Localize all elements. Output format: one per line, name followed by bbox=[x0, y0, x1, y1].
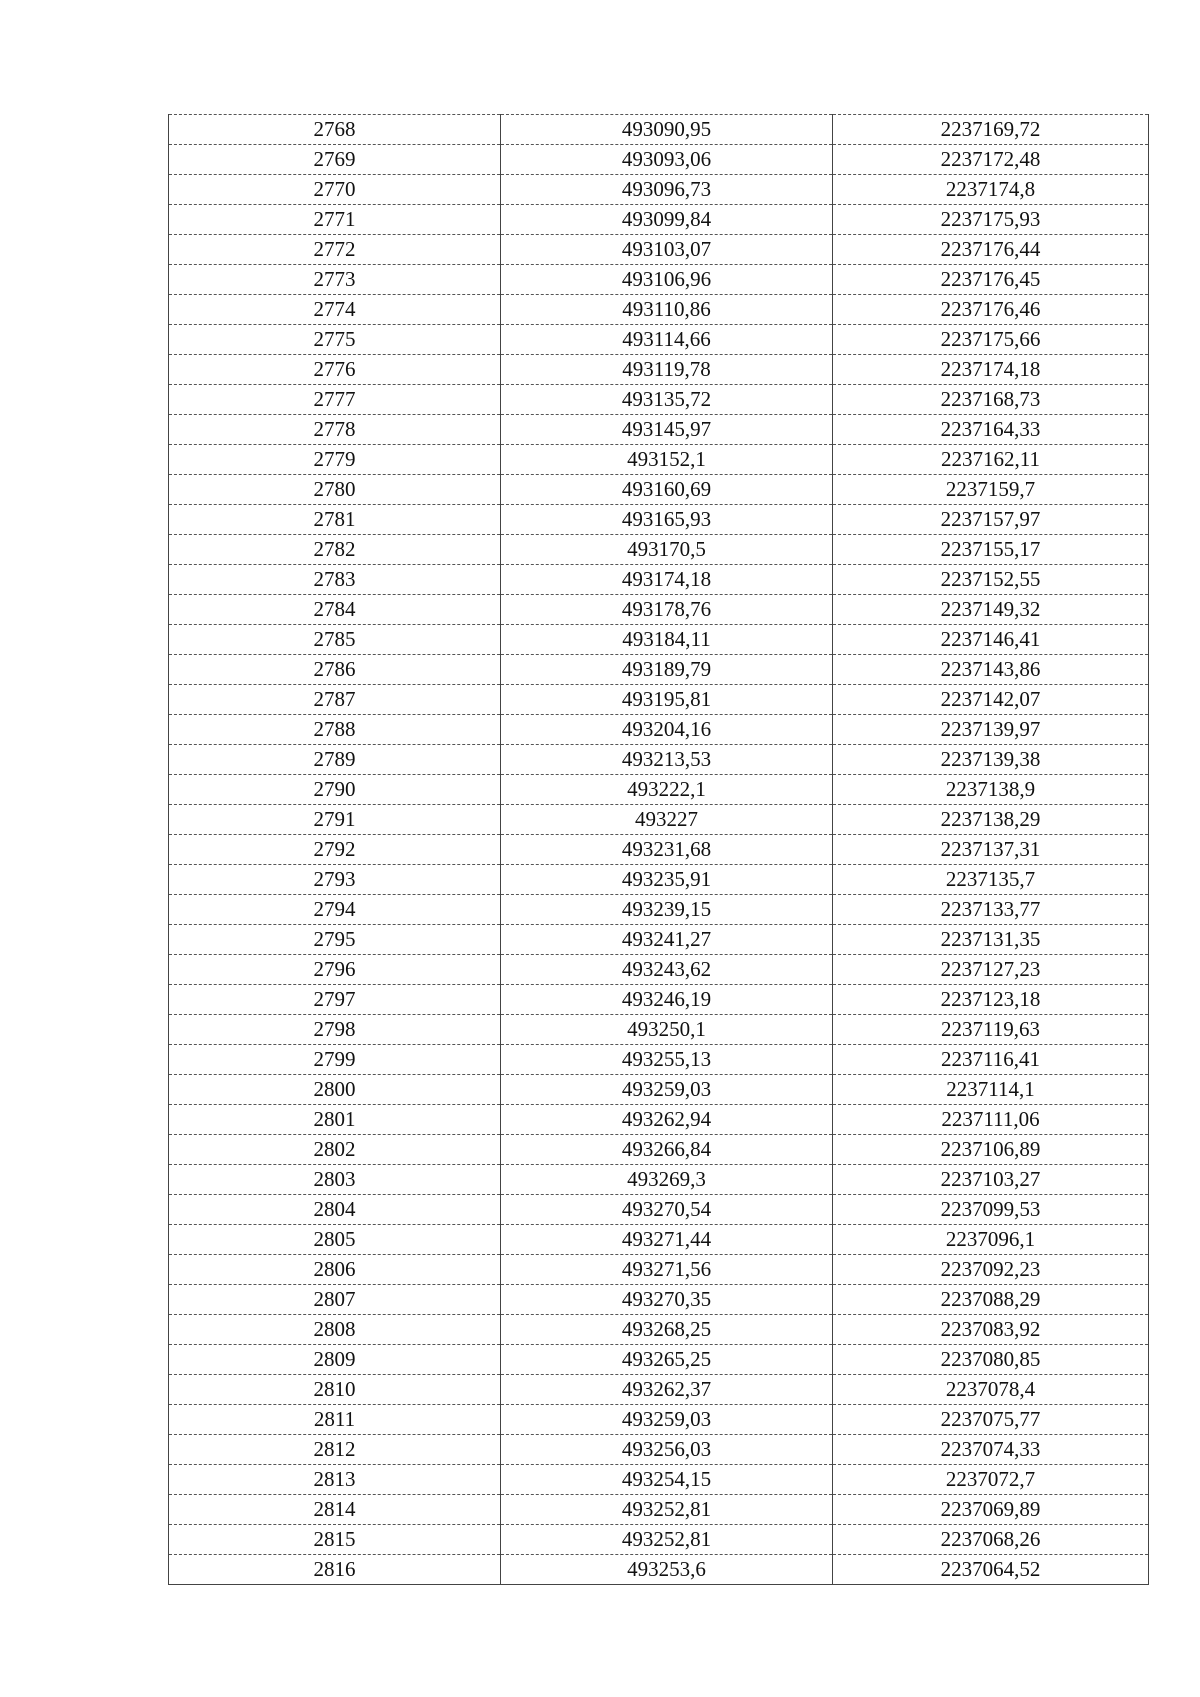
point-number-cell: 2777 bbox=[169, 385, 501, 415]
x-coordinate-cell: 493255,13 bbox=[501, 1045, 833, 1075]
x-coordinate-cell: 493204,16 bbox=[501, 715, 833, 745]
point-number-cell: 2782 bbox=[169, 535, 501, 565]
table-row bbox=[169, 115, 1149, 145]
table-row bbox=[169, 325, 1149, 355]
table-row bbox=[169, 625, 1149, 655]
table-row bbox=[169, 835, 1149, 865]
point-number-cell: 2811 bbox=[169, 1405, 501, 1435]
table-row bbox=[169, 1165, 1149, 1195]
x-coordinate-cell: 493253,6 bbox=[501, 1555, 833, 1585]
table-row bbox=[169, 415, 1149, 445]
x-coordinate-cell: 493271,56 bbox=[501, 1255, 833, 1285]
x-coordinate-cell: 493093,06 bbox=[501, 145, 833, 175]
table-row bbox=[169, 205, 1149, 235]
table-row bbox=[169, 235, 1149, 265]
x-coordinate-cell: 493271,44 bbox=[501, 1225, 833, 1255]
table-row bbox=[169, 1315, 1149, 1345]
x-coordinate-cell: 493270,35 bbox=[501, 1285, 833, 1315]
point-number-cell: 2799 bbox=[169, 1045, 501, 1075]
y-coordinate-cell: 2237131,35 bbox=[833, 925, 1149, 955]
point-number-cell: 2807 bbox=[169, 1285, 501, 1315]
x-coordinate-cell: 493103,07 bbox=[501, 235, 833, 265]
x-coordinate-cell: 493119,78 bbox=[501, 355, 833, 385]
table-row bbox=[169, 1075, 1149, 1105]
point-number-cell: 2771 bbox=[169, 205, 501, 235]
point-number-cell: 2779 bbox=[169, 445, 501, 475]
point-number-cell: 2780 bbox=[169, 475, 501, 505]
y-coordinate-cell: 2237114,1 bbox=[833, 1075, 1149, 1105]
y-coordinate-cell: 2237080,85 bbox=[833, 1345, 1149, 1375]
point-number-cell: 2774 bbox=[169, 295, 501, 325]
x-coordinate-cell: 493250,1 bbox=[501, 1015, 833, 1045]
x-coordinate-cell: 493252,81 bbox=[501, 1525, 833, 1555]
x-coordinate-cell: 493145,97 bbox=[501, 415, 833, 445]
y-coordinate-cell: 2237169,72 bbox=[833, 115, 1149, 145]
table-row bbox=[169, 1555, 1149, 1585]
point-number-cell: 2783 bbox=[169, 565, 501, 595]
y-coordinate-cell: 2237168,73 bbox=[833, 385, 1149, 415]
table-row bbox=[169, 445, 1149, 475]
y-coordinate-cell: 2237106,89 bbox=[833, 1135, 1149, 1165]
table-row bbox=[169, 715, 1149, 745]
x-coordinate-cell: 493246,19 bbox=[501, 985, 833, 1015]
table-row bbox=[169, 1345, 1149, 1375]
point-number-cell: 2803 bbox=[169, 1165, 501, 1195]
table-row bbox=[169, 895, 1149, 925]
point-number-cell: 2773 bbox=[169, 265, 501, 295]
y-coordinate-cell: 2237072,7 bbox=[833, 1465, 1149, 1495]
x-coordinate-cell: 493195,81 bbox=[501, 685, 833, 715]
table-row bbox=[169, 1015, 1149, 1045]
y-coordinate-cell: 2237064,52 bbox=[833, 1555, 1149, 1585]
table-row bbox=[169, 1045, 1149, 1075]
y-coordinate-cell: 2237088,29 bbox=[833, 1285, 1149, 1315]
table-row bbox=[169, 1525, 1149, 1555]
x-coordinate-cell: 493243,62 bbox=[501, 955, 833, 985]
x-coordinate-cell: 493096,73 bbox=[501, 175, 833, 205]
x-coordinate-cell: 493259,03 bbox=[501, 1075, 833, 1105]
table-row bbox=[169, 535, 1149, 565]
table-row bbox=[169, 1435, 1149, 1465]
y-coordinate-cell: 2237123,18 bbox=[833, 985, 1149, 1015]
x-coordinate-cell: 493239,15 bbox=[501, 895, 833, 925]
point-number-cell: 2805 bbox=[169, 1225, 501, 1255]
y-coordinate-cell: 2237174,18 bbox=[833, 355, 1149, 385]
point-number-cell: 2775 bbox=[169, 325, 501, 355]
x-coordinate-cell: 493099,84 bbox=[501, 205, 833, 235]
y-coordinate-cell: 2237096,1 bbox=[833, 1225, 1149, 1255]
y-coordinate-cell: 2237142,07 bbox=[833, 685, 1149, 715]
y-coordinate-cell: 2237174,8 bbox=[833, 175, 1149, 205]
table-row bbox=[169, 475, 1149, 505]
point-number-cell: 2781 bbox=[169, 505, 501, 535]
point-number-cell: 2814 bbox=[169, 1495, 501, 1525]
x-coordinate-cell: 493269,3 bbox=[501, 1165, 833, 1195]
y-coordinate-cell: 2237103,27 bbox=[833, 1165, 1149, 1195]
x-coordinate-cell: 493227 bbox=[501, 805, 833, 835]
point-number-cell: 2816 bbox=[169, 1555, 501, 1585]
point-number-cell: 2784 bbox=[169, 595, 501, 625]
y-coordinate-cell: 2237164,33 bbox=[833, 415, 1149, 445]
x-coordinate-cell: 493270,54 bbox=[501, 1195, 833, 1225]
table-row bbox=[169, 1105, 1149, 1135]
table-row bbox=[169, 655, 1149, 685]
x-coordinate-cell: 493262,37 bbox=[501, 1375, 833, 1405]
table-row bbox=[169, 1375, 1149, 1405]
x-coordinate-cell: 493256,03 bbox=[501, 1435, 833, 1465]
y-coordinate-cell: 2237075,77 bbox=[833, 1405, 1149, 1435]
point-number-cell: 2808 bbox=[169, 1315, 501, 1345]
table-row bbox=[169, 1225, 1149, 1255]
y-coordinate-cell: 2237155,17 bbox=[833, 535, 1149, 565]
table-row bbox=[169, 355, 1149, 385]
point-number-cell: 2778 bbox=[169, 415, 501, 445]
table-row bbox=[169, 295, 1149, 325]
x-coordinate-cell: 493160,69 bbox=[501, 475, 833, 505]
x-coordinate-cell: 493266,84 bbox=[501, 1135, 833, 1165]
point-number-cell: 2801 bbox=[169, 1105, 501, 1135]
y-coordinate-cell: 2237138,9 bbox=[833, 775, 1149, 805]
x-coordinate-cell: 493213,53 bbox=[501, 745, 833, 775]
y-coordinate-cell: 2237143,86 bbox=[833, 655, 1149, 685]
y-coordinate-cell: 2237176,45 bbox=[833, 265, 1149, 295]
point-number-cell: 2772 bbox=[169, 235, 501, 265]
table-row bbox=[169, 1495, 1149, 1525]
y-coordinate-cell: 2237137,31 bbox=[833, 835, 1149, 865]
x-coordinate-cell: 493106,96 bbox=[501, 265, 833, 295]
y-coordinate-cell: 2237116,41 bbox=[833, 1045, 1149, 1075]
y-coordinate-cell: 2237119,63 bbox=[833, 1015, 1149, 1045]
y-coordinate-cell: 2237152,55 bbox=[833, 565, 1149, 595]
point-number-cell: 2812 bbox=[169, 1435, 501, 1465]
point-number-cell: 2795 bbox=[169, 925, 501, 955]
point-number-cell: 2769 bbox=[169, 145, 501, 175]
coordinates-table bbox=[168, 114, 1149, 1585]
y-coordinate-cell: 2237176,44 bbox=[833, 235, 1149, 265]
point-number-cell: 2810 bbox=[169, 1375, 501, 1405]
table-row bbox=[169, 385, 1149, 415]
table-row bbox=[169, 1255, 1149, 1285]
table-row bbox=[169, 1285, 1149, 1315]
x-coordinate-cell: 493178,76 bbox=[501, 595, 833, 625]
y-coordinate-cell: 2237162,11 bbox=[833, 445, 1149, 475]
point-number-cell: 2776 bbox=[169, 355, 501, 385]
point-number-cell: 2791 bbox=[169, 805, 501, 835]
y-coordinate-cell: 2237133,77 bbox=[833, 895, 1149, 925]
x-coordinate-cell: 493135,72 bbox=[501, 385, 833, 415]
x-coordinate-cell: 493231,68 bbox=[501, 835, 833, 865]
table-row bbox=[169, 1195, 1149, 1225]
x-coordinate-cell: 493259,03 bbox=[501, 1405, 833, 1435]
y-coordinate-cell: 2237083,92 bbox=[833, 1315, 1149, 1345]
x-coordinate-cell: 493090,95 bbox=[501, 115, 833, 145]
y-coordinate-cell: 2237175,66 bbox=[833, 325, 1149, 355]
x-coordinate-cell: 493174,18 bbox=[501, 565, 833, 595]
point-number-cell: 2770 bbox=[169, 175, 501, 205]
y-coordinate-cell: 2237172,48 bbox=[833, 145, 1149, 175]
x-coordinate-cell: 493235,91 bbox=[501, 865, 833, 895]
point-number-cell: 2800 bbox=[169, 1075, 501, 1105]
table-row bbox=[169, 865, 1149, 895]
table-row bbox=[169, 265, 1149, 295]
table-row bbox=[169, 565, 1149, 595]
point-number-cell: 2798 bbox=[169, 1015, 501, 1045]
y-coordinate-cell: 2237135,7 bbox=[833, 865, 1149, 895]
point-number-cell: 2789 bbox=[169, 745, 501, 775]
x-coordinate-cell: 493262,94 bbox=[501, 1105, 833, 1135]
point-number-cell: 2809 bbox=[169, 1345, 501, 1375]
x-coordinate-cell: 493152,1 bbox=[501, 445, 833, 475]
y-coordinate-cell: 2237159,7 bbox=[833, 475, 1149, 505]
table-row bbox=[169, 745, 1149, 775]
y-coordinate-cell: 2237175,93 bbox=[833, 205, 1149, 235]
table-row bbox=[169, 925, 1149, 955]
x-coordinate-cell: 493165,93 bbox=[501, 505, 833, 535]
y-coordinate-cell: 2237099,53 bbox=[833, 1195, 1149, 1225]
x-coordinate-cell: 493241,27 bbox=[501, 925, 833, 955]
y-coordinate-cell: 2237146,41 bbox=[833, 625, 1149, 655]
table-row bbox=[169, 955, 1149, 985]
y-coordinate-cell: 2237111,06 bbox=[833, 1105, 1149, 1135]
y-coordinate-cell: 2237074,33 bbox=[833, 1435, 1149, 1465]
point-number-cell: 2813 bbox=[169, 1465, 501, 1495]
point-number-cell: 2788 bbox=[169, 715, 501, 745]
y-coordinate-cell: 2237149,32 bbox=[833, 595, 1149, 625]
point-number-cell: 2785 bbox=[169, 625, 501, 655]
point-number-cell: 2786 bbox=[169, 655, 501, 685]
x-coordinate-cell: 493114,66 bbox=[501, 325, 833, 355]
table-row bbox=[169, 1135, 1149, 1165]
point-number-cell: 2790 bbox=[169, 775, 501, 805]
y-coordinate-cell: 2237092,23 bbox=[833, 1255, 1149, 1285]
point-number-cell: 2796 bbox=[169, 955, 501, 985]
x-coordinate-cell: 493265,25 bbox=[501, 1345, 833, 1375]
point-number-cell: 2804 bbox=[169, 1195, 501, 1225]
y-coordinate-cell: 2237176,46 bbox=[833, 295, 1149, 325]
y-coordinate-cell: 2237078,4 bbox=[833, 1375, 1149, 1405]
point-number-cell: 2768 bbox=[169, 115, 501, 145]
x-coordinate-cell: 493110,86 bbox=[501, 295, 833, 325]
x-coordinate-cell: 493222,1 bbox=[501, 775, 833, 805]
table-row bbox=[169, 145, 1149, 175]
point-number-cell: 2794 bbox=[169, 895, 501, 925]
point-number-cell: 2792 bbox=[169, 835, 501, 865]
x-coordinate-cell: 493189,79 bbox=[501, 655, 833, 685]
x-coordinate-cell: 493268,25 bbox=[501, 1315, 833, 1345]
x-coordinate-cell: 493170,5 bbox=[501, 535, 833, 565]
table-row bbox=[169, 595, 1149, 625]
y-coordinate-cell: 2237069,89 bbox=[833, 1495, 1149, 1525]
y-coordinate-cell: 2237157,97 bbox=[833, 505, 1149, 535]
point-number-cell: 2797 bbox=[169, 985, 501, 1015]
y-coordinate-cell: 2237139,38 bbox=[833, 745, 1149, 775]
x-coordinate-cell: 493184,11 bbox=[501, 625, 833, 655]
point-number-cell: 2806 bbox=[169, 1255, 501, 1285]
table-row bbox=[169, 805, 1149, 835]
point-number-cell: 2793 bbox=[169, 865, 501, 895]
table-row bbox=[169, 1405, 1149, 1435]
table-row bbox=[169, 985, 1149, 1015]
x-coordinate-cell: 493252,81 bbox=[501, 1495, 833, 1525]
y-coordinate-cell: 2237068,26 bbox=[833, 1525, 1149, 1555]
table-row bbox=[169, 1465, 1149, 1495]
table-row bbox=[169, 775, 1149, 805]
point-number-cell: 2802 bbox=[169, 1135, 501, 1165]
point-number-cell: 2787 bbox=[169, 685, 501, 715]
table-row bbox=[169, 175, 1149, 205]
table-row bbox=[169, 505, 1149, 535]
y-coordinate-cell: 2237138,29 bbox=[833, 805, 1149, 835]
point-number-cell: 2815 bbox=[169, 1525, 501, 1555]
y-coordinate-cell: 2237127,23 bbox=[833, 955, 1149, 985]
table-row bbox=[169, 685, 1149, 715]
x-coordinate-cell: 493254,15 bbox=[501, 1465, 833, 1495]
y-coordinate-cell: 2237139,97 bbox=[833, 715, 1149, 745]
coordinates-table-body bbox=[169, 115, 1149, 1585]
